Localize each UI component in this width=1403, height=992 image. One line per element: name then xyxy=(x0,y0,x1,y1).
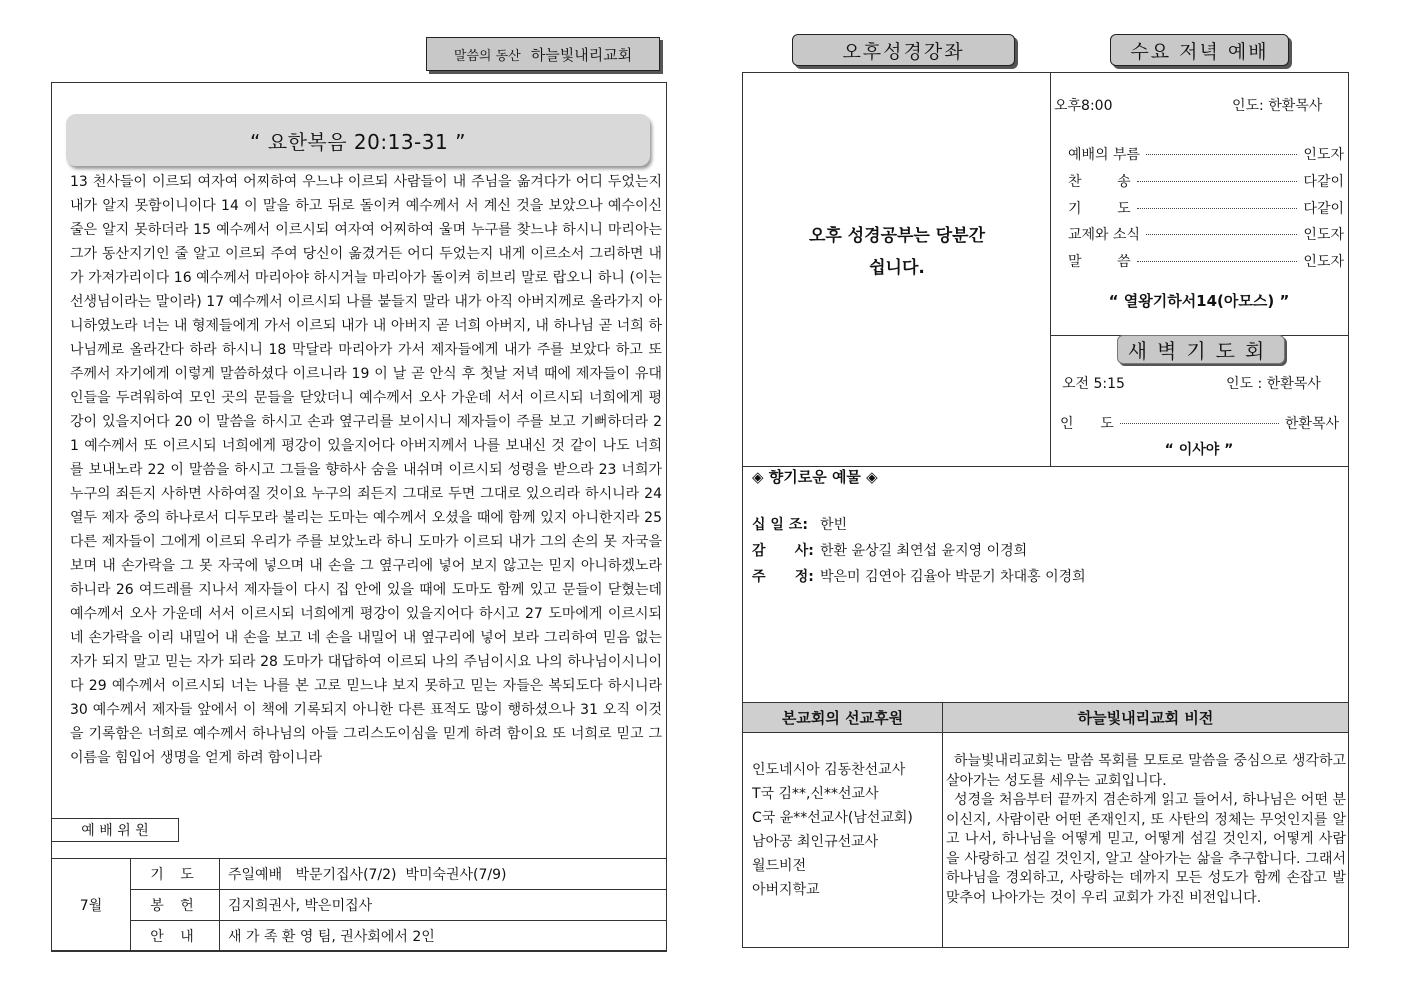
scripture-text: 13 천사들이 이르되 여자여 어찌하여 우느냐 이르되 사람들이 내 주님을 옮겨다가 어디 두었는지 내가 알지 못함이니이다 14 이 말을 하고 뒤로 돌이켜 예수께서 서 계신 것을 보았으나 예수이신 줄은 알지 못하더라 15 예수께서 이르시되 여자여 어찌하여 울며 누구를 찾느냐 하시니 마리아는 그가 동산지기인 줄 알고 이르되 주여 당신이 옮겼거든 어디 두었는지 내게 이르소서 그리하면 내가 가져가리이다 16 예수께서 마리아야 하시거늘 마리아가 돌이켜 히브리 말로 랍오니 하니 (이는 선생님이라는 말이라) 17 예수께서 이르시되 나를 붙들지 말라 내가 아직 아버지께로 올라가지 아니하였노라 너는 내 형제들에게 가서 이르되 내가 내 아버지 곧 너희 아버지, 내 하나님 곧 너희 하나님께로 올라간다 하라 하시니 18 막달라 마리아가 가서 제자들에게 내가 주를 보았다 하고 또 주께서 자기에게 이렇게 말씀하셨다 이르니라 19 이 날 곧 안식 후 첫날 저녁 때에 제자들이 유대인들을 두려워하여 모인 곳의 문들을 닫았더니 예수께서 오사 가운데 서서 이르시되 너희에게 평강이 있을지어다 20 이 말씀을 하시고 손과 옆구리를 보이시니 제자들이 주를 보고 기뻐하더라 21 예수께서 또 이르시되 너희에게 평강이 있을지어다 아버지께서 나를 보내신 것 같이 나도 너희를 보내노라 22 이 말씀을 하시고 그들을 향하사 숨을 내쉬며 이르시되 성령을 받으라 23 너희가 누구의 죄든지 사하면 사하여질 것이요 누구의 죄든지 그대로 두면 그대로 있으리라 하시니라 24 열두 제자 중의 하나로서 디두모라 불리는 도마는 예수께서 오셨을 때에 함께 있지 아니한지라 25 다른 제자들이 그에게 이르되 우리가 주를 보았노라 하니 도마가 이르되 내가 그의 손의 못 자국을 보며 내 손가락을 그 못 자국에 넣으며 내 손을 그 옆구리에 넣어 보지 않고는 믿지 아니하겠노라 하니라 26 여드레를 지나서 제자들이 다시 집 안에 있을 때에 도마도 함께 있고 문들이 닫혔는데 예수께서 오사 가운데 서서 이르시되 너희에게 평강이 있을지어다 하시고 27 도마에게 이르시되 네 손가락을 이리 내밀어 내 손을 보고 네 손을 내밀어 내 옆구리에 넣어 보라 그리하여 믿음 없는 자가 되지 말고 믿는 자가 되라 28 도마가 대답하여 이르되 나의 주님이시요 나의 하나님이시니이다 29 예수께서 이르시되 너는 나를 본 고로 믿느냐 보지 못하고 믿는 자들은 복되도다 하시니라 30 예수께서 제자들 앞에서 이 책에 기록되지 아니한 다른 표적도 많이 행하셨으나 31 오직 이것을 기록함은 너희로 예수께서 하나님의 아들 그리스도이심을 믿게 하려 함이요 또 너희로 믿고 그 이름을 힘입어 생명을 얻게 하려 함이니라 xyxy=(70,174,662,766)
order-label: 교제와 소식 xyxy=(1068,227,1141,243)
offering-label: 주 정: xyxy=(752,569,814,585)
offering-names: 한빈 xyxy=(820,517,848,533)
order-item xyxy=(1060,413,1339,433)
mission-support-header: 본교회의 선교후원 xyxy=(743,703,942,733)
offering-names: 한환 윤상길 최연섭 윤지영 이경희 xyxy=(820,543,1028,559)
order-value: 인도자 xyxy=(1303,147,1344,163)
wednesday-service-header: 수요 저녁 예배 xyxy=(1110,34,1289,66)
dotted-leader xyxy=(1120,422,1279,424)
order-item xyxy=(1068,171,1344,191)
order-item xyxy=(1068,251,1344,271)
divider xyxy=(942,702,943,947)
dawn-prayer-header: 새벽기도회 xyxy=(1117,335,1285,364)
order-label: 말 씀 xyxy=(1068,254,1131,270)
church-motto: 말씀의 동산 xyxy=(453,48,521,64)
order-label: 인 도 xyxy=(1060,416,1114,432)
order-label: 예배의 부름 xyxy=(1068,147,1141,163)
mission-list xyxy=(752,758,913,902)
order-label: 기 도 xyxy=(1068,201,1131,217)
wed-sermon-title: “ 열왕기하서14(아모스) ” xyxy=(1108,292,1290,310)
worship-committee-label: 예 배 위 원 xyxy=(51,818,179,842)
offering-title: ◈ 향기로운 예물 ◈ xyxy=(752,468,878,486)
order-value: 한환목사 xyxy=(1284,416,1339,432)
wed-time: 오후8:00 xyxy=(1054,98,1113,114)
wed-leader: 인도: 한환목사 xyxy=(1232,98,1323,114)
dotted-leader xyxy=(1137,260,1298,262)
table-row xyxy=(52,921,667,952)
dotted-leader xyxy=(1137,180,1298,182)
order-item xyxy=(1068,144,1344,164)
scripture-title: “ 요한복음 20:13-31 ” xyxy=(66,114,650,166)
offering-names: 박은미 김연아 김율아 박문기 차대홍 이경희 xyxy=(820,569,1086,585)
church-vision-text xyxy=(944,752,1348,908)
church-name-tag xyxy=(426,37,660,71)
dawn-leader: 인도 : 한환목사 xyxy=(1226,376,1321,392)
afternoon-notice-line: 오후 성경공부는 당분간 xyxy=(808,226,986,246)
offering-label: 감 사: xyxy=(752,543,814,559)
order-value: 인도자 xyxy=(1303,227,1344,243)
vision-paragraph: 하늘빛내리교회는 말씀 목회를 모토로 말씀을 중심으로 생각하고 살아가는 성도를 세우는 교회입니다. xyxy=(946,753,1346,789)
order-value: 다같이 xyxy=(1303,174,1344,190)
dawn-sermon-title: “ 이사야 ” xyxy=(1164,442,1234,458)
afternoon-notice-line: 쉽니다. xyxy=(869,258,925,278)
list-item: 인도네시아 김동찬선교사 xyxy=(752,762,906,778)
order-label: 찬 송 xyxy=(1068,174,1131,190)
list-item: 남아공 최인규선교사 xyxy=(752,834,879,850)
divider xyxy=(1050,73,1051,466)
dotted-leader xyxy=(1146,153,1297,155)
schedule-category: 안 내 xyxy=(131,921,220,952)
order-item xyxy=(1068,198,1344,218)
table-row xyxy=(52,859,667,890)
church-vision-header: 하늘빛내리교회 비전 xyxy=(943,703,1348,733)
afternoon-notice xyxy=(744,220,1050,284)
list-item: 아버지학교 xyxy=(752,882,820,898)
list-item: 월드비전 xyxy=(752,858,807,874)
dotted-leader xyxy=(1137,207,1298,209)
schedule-category: 기 도 xyxy=(131,859,220,890)
schedule-month: 7월 xyxy=(52,859,131,952)
list-item: C국 윤**선교사(남선교회) xyxy=(752,810,913,826)
offering-label: 십 일 조: xyxy=(752,517,808,533)
offering-row xyxy=(752,566,1086,586)
schedule-table xyxy=(51,858,667,952)
dotted-leader xyxy=(1146,233,1297,235)
schedule-value: 주일예배 박문기집사(7/2) 박미숙권사(7/9) xyxy=(220,859,667,890)
schedule-value: 김지희권사, 박은미집사 xyxy=(220,890,667,921)
offering-row xyxy=(752,540,1027,560)
dawn-time: 오전 5:15 xyxy=(1062,376,1125,392)
order-value: 다같이 xyxy=(1303,201,1344,217)
schedule-category: 봉 헌 xyxy=(131,890,220,921)
church-name: 하늘빛내리교회 xyxy=(530,45,633,64)
order-value: 인도자 xyxy=(1303,254,1344,270)
list-item: T국 김**,신**선교사 xyxy=(752,786,879,802)
vision-paragraph: 성경을 처음부터 끝까지 겸손하게 읽고 들어서, 하나님은 어떤 분이신지, 사람이란 어떤 존재인지, 또 사탄의 정체는 무엇인지를 알고 나서, 하나님을 어떻게 믿고, 어떻게 섬길 것인지, 어떻게 사람을 사랑하고 섬길 것인지, 알고 살아가는 삶을 추구합니다. 그래서 하나님을 경외하고, 사랑하는 데까지 모든 성도가 함께 손잡고 발 맞추어 나아가는 것이 우리 교회가 가진 비전입니다. xyxy=(946,792,1346,906)
offering-row xyxy=(752,514,847,534)
schedule-value: 새 가 족 환 영 팀, 권사회에서 2인 xyxy=(220,921,667,952)
table-row xyxy=(52,890,667,921)
afternoon-class-header: 오후성경강좌 xyxy=(792,34,1015,66)
order-item xyxy=(1068,224,1344,244)
